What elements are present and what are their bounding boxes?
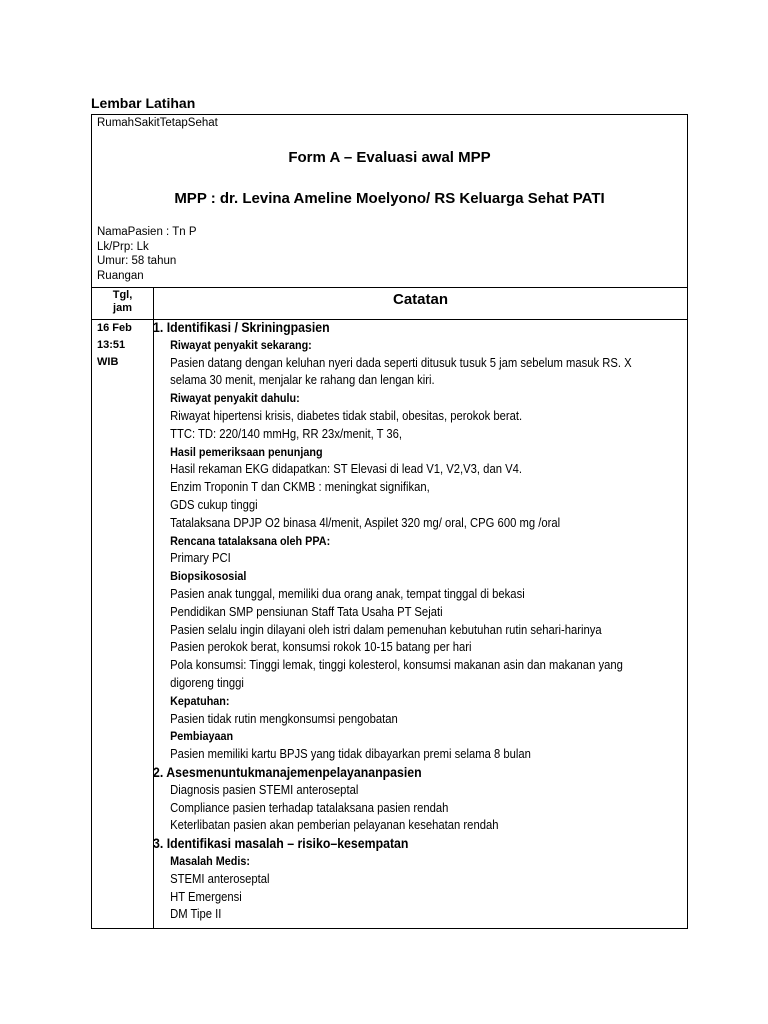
text-line: Compliance pasien terhadap tatalaksana pasien rendah [170,800,449,815]
patient-sex: Lk/Prp: Lk [97,240,149,253]
financing-label: Pembiayaan [170,729,234,744]
notes-column-header: Catatan [392,291,448,308]
text-line: Tatalaksana DPJP O2 binasa 4l/menit, Aspilet 320 mg/ oral, CPG 600 mg /oral [170,515,561,530]
compliance-label: Kepatuhan: [170,693,230,708]
text-line: GDS cukup tinggi [170,497,258,512]
text-line: Pasien memiliki kartu BPJS yang tidak dibayarkan premi selama 8 bulan [170,747,531,762]
text-line: Primary PCI [170,551,231,566]
treatment-plan-label: Rencana tatalaksana oleh PPA: [170,533,331,548]
patient-name: NamaPasien : Tn P [97,226,197,238]
text-line: TTC: TD: 220/140 mmHg, RR 23x/menit, T 36, [170,426,403,441]
text-line: selama 30 menit, menjalar ke rahang dan lengan kiri. [170,373,435,388]
text-line: Enzim Troponin T dan CKMB : meningkat signifikan, [170,480,430,495]
text-line: Diagnosis pasien STEMI anteroseptal [170,782,359,797]
time-header-line: jam [113,302,132,314]
text-line: Pasien tidak rutin mengkonsumsi pengobatan [170,711,398,726]
page-title: Lembar Latihan [91,95,196,111]
text-line: Pasien datang dengan keluhan nyeri dada seperti ditusuk tusuk 5 jam sebelum masuk RS. X [170,355,632,370]
entry-time: 13:51 [97,339,126,351]
text-line: Riwayat hipertensi krisis, diabetes tidak stabil, obesitas, perokok berat. [170,408,523,423]
text-line: digoreng tinggi [170,675,244,690]
entry-datetime [97,320,132,371]
form-title: Form A – Evaluasi awal MPP [288,149,491,166]
text-line: Pasien perokok berat, konsumsi rokok 10-15 batang per hari [170,640,472,655]
hospital-name: RumahSakitTetapSehat [97,117,218,129]
text-line: Pasien selalu ingin dilayani oleh istri dalam pemenuhan kebutuhan rutin sehari-harinya [170,622,602,637]
section-2-title: 2. Asesmenuntukmanajemenpelayananpasien [153,763,422,780]
biopsychosocial-label: Biopsikososial [170,569,247,584]
entry-date: 16 Feb [97,322,132,334]
text-line: Pendidikan SMP pensiunan Staff Tata Usaha PT Sejati [170,604,443,619]
text-line: Hasil rekaman EKG didapatkan: ST Elevasi di lead V1, V2,V3, dan V4. [170,462,522,477]
patient-age: Umur: 58 tahun [97,255,177,267]
text-line: STEMI anteroseptal [170,871,270,886]
table-body [91,114,688,929]
date-header-line: Tgl, [112,289,133,301]
text-line: Pasien anak tunggal, memiliki dua orang anak, tempat tinggal di bekasi [170,586,525,601]
current-history-label: Riwayat penyakit sekarang: [170,337,312,352]
text-line: Pola konsumsi: Tinggi lemak, tinggi kolesterol, konsumsi makanan asin dan makanan yang [170,658,623,673]
patient-room: Ruangan [97,269,144,282]
text-line: HT Emergensi [170,889,242,904]
entry-timezone: WIB [97,356,119,368]
section-1-title: 1. Identifikasi / Skriningpasien [153,319,330,335]
mpp-title: MPP : dr. Levina Ameline Moelyono/ RS Keluarga Sehat PATI [174,190,605,207]
past-history-label: Riwayat penyakit dahulu: [170,391,300,406]
medical-problems-label: Masalah Medis: [170,853,250,868]
supporting-exam-label: Hasil pemeriksaan penunjang [170,444,323,459]
text-line: DM Tipe II [170,907,222,922]
text-line: Keterlibatan pasien akan pemberian pelayanan kesehatan rendah [170,818,499,833]
notes-body [153,319,684,924]
section-3-title: 3. Identifikasi masalah – risiko–kesempatan [153,835,409,852]
